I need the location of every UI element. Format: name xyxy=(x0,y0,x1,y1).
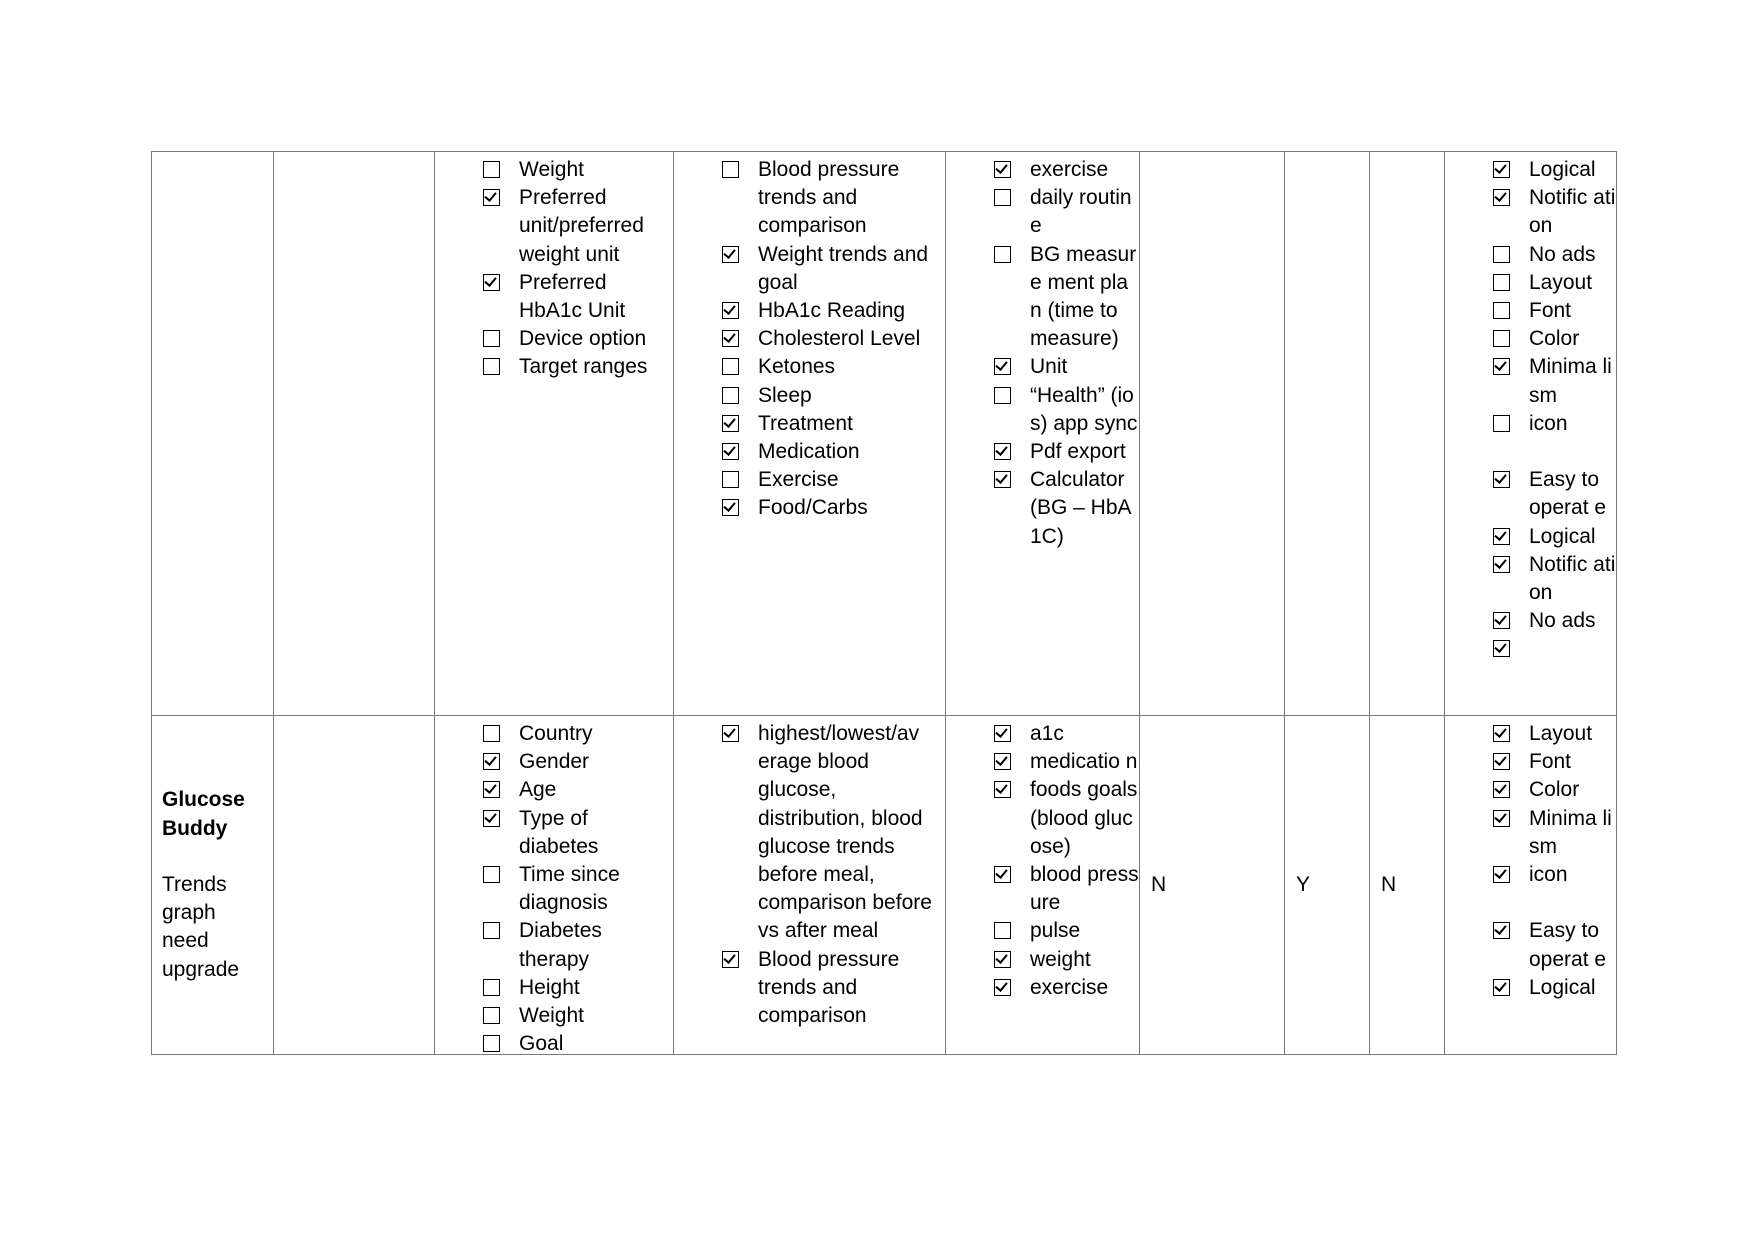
list-item-label: Weight xyxy=(519,1004,584,1028)
list-item-label: Notific ation xyxy=(1529,552,1616,605)
app-note: Trends graph need upgrade xyxy=(162,872,240,981)
list-item-label: Diabetes therapy xyxy=(519,919,602,971)
list-item-label: Time since diagnosis xyxy=(519,863,620,915)
registration-cell xyxy=(435,152,674,716)
unchecked-box-icon xyxy=(1493,274,1510,291)
list-item xyxy=(994,466,1139,551)
list-item-label: Weight xyxy=(519,158,584,181)
list-item xyxy=(1493,805,1616,861)
checked-box-icon xyxy=(483,781,500,798)
list-item xyxy=(1493,635,1616,657)
statistics-cell xyxy=(674,152,946,716)
usability-cell xyxy=(1445,152,1617,716)
empty-cell xyxy=(274,716,435,1055)
checked-box-icon xyxy=(1493,922,1510,939)
list-item-label: Food/Carbs xyxy=(758,496,868,520)
empty-cell xyxy=(274,152,435,716)
app-name-cell xyxy=(152,152,274,716)
comparison-table xyxy=(151,151,1617,1055)
list-item xyxy=(994,917,1139,945)
list-item xyxy=(483,748,673,776)
list-item-label: Preferred unit/preferred weight unit xyxy=(519,186,644,266)
list-item-label: Preferred HbA1c Unit xyxy=(519,270,626,323)
list-item xyxy=(722,438,945,466)
list-item-label: Notific ation xyxy=(1529,186,1616,238)
list-item xyxy=(1493,917,1616,973)
list-item xyxy=(994,720,1139,748)
checked-box-icon xyxy=(1493,725,1510,742)
list-item xyxy=(483,325,673,353)
list-item xyxy=(1493,241,1616,269)
list-item-label: medicatio n xyxy=(1030,750,1138,774)
list-item-label: Cholesterol Level xyxy=(758,327,921,351)
list-item xyxy=(483,1030,673,1054)
list-item xyxy=(722,382,945,410)
list-item-label: Unit xyxy=(1030,355,1068,379)
list-item-label: Target ranges xyxy=(519,355,648,379)
unchecked-box-icon xyxy=(722,471,739,488)
app-name-cell xyxy=(152,716,274,1055)
list-item-label: Ketones xyxy=(758,355,836,379)
list-item xyxy=(1493,748,1616,776)
features-cell xyxy=(946,152,1140,716)
checked-box-icon xyxy=(722,499,739,516)
checked-box-icon xyxy=(1493,189,1510,206)
list-item-label: daily routine xyxy=(1030,186,1132,238)
flag-cell-1: N xyxy=(1140,716,1285,1055)
list-item xyxy=(722,410,945,438)
checked-box-icon xyxy=(722,415,739,432)
list-item xyxy=(483,917,673,973)
unchecked-box-icon xyxy=(1493,330,1510,347)
list-item-label: Sleep xyxy=(758,383,812,407)
list-item xyxy=(722,297,945,325)
statistics-cell xyxy=(674,716,946,1055)
list-item xyxy=(994,776,1139,861)
list-item-label: Layout xyxy=(1529,722,1593,745)
list-item xyxy=(1493,269,1616,297)
unchecked-box-icon xyxy=(483,866,500,883)
unchecked-box-icon xyxy=(722,387,739,404)
list-item xyxy=(994,184,1139,240)
unchecked-box-icon xyxy=(483,1007,500,1024)
unchecked-box-icon xyxy=(483,979,500,996)
list-item xyxy=(483,974,673,1002)
checked-box-icon xyxy=(483,810,500,827)
checked-box-icon xyxy=(994,358,1011,375)
list-item xyxy=(994,946,1139,974)
checked-box-icon xyxy=(722,951,739,968)
features-cell xyxy=(946,716,1140,1055)
list-item xyxy=(722,241,945,297)
list-item xyxy=(1493,607,1616,635)
list-spacer xyxy=(1493,889,1616,917)
list-item-label: Pdf export xyxy=(1030,440,1126,464)
checked-box-icon xyxy=(483,189,500,206)
list-item-label: foods goals (blood glucose) xyxy=(1030,778,1138,858)
list-item xyxy=(994,382,1139,438)
checked-box-icon xyxy=(994,725,1011,742)
checked-box-icon xyxy=(1493,556,1510,573)
list-item xyxy=(722,156,945,241)
checked-box-icon xyxy=(1493,753,1510,770)
checked-box-icon xyxy=(722,330,739,347)
flag-cell-2: Y xyxy=(1285,716,1370,1055)
list-item xyxy=(1493,184,1616,240)
list-item xyxy=(1493,410,1616,438)
usability-cell xyxy=(1445,716,1617,1055)
list-item-label: exercise xyxy=(1030,158,1109,181)
checked-box-icon xyxy=(994,781,1011,798)
list-item-label: icon xyxy=(1529,863,1568,887)
list-item-label: Minima lism xyxy=(1529,355,1612,407)
list-item xyxy=(722,353,945,381)
list-item-label: pulse xyxy=(1030,919,1081,943)
list-item-label: No ads xyxy=(1529,609,1596,633)
list-item xyxy=(1493,551,1616,607)
unchecked-box-icon xyxy=(994,189,1011,206)
list-item-label: Age xyxy=(519,778,557,802)
list-item xyxy=(1493,297,1616,325)
list-item-label: icon xyxy=(1529,411,1568,435)
list-item-label: Logical xyxy=(1529,524,1596,548)
list-item-label: Country xyxy=(519,722,593,745)
list-item-label: Blood pressure trends and comparison xyxy=(758,947,900,1028)
unchecked-box-icon xyxy=(722,161,739,178)
list-item-label: HbA1c Reading xyxy=(758,299,906,323)
list-item xyxy=(1493,776,1616,804)
checked-box-icon xyxy=(722,246,739,263)
unchecked-box-icon xyxy=(1493,415,1510,432)
list-item xyxy=(483,1002,673,1030)
unchecked-box-icon xyxy=(483,1035,500,1052)
list-item xyxy=(1493,523,1616,551)
list-item xyxy=(994,438,1139,466)
list-item-label: No ads xyxy=(1529,242,1596,266)
list-item xyxy=(1493,353,1616,409)
list-item xyxy=(994,353,1139,381)
list-item-label: Logical xyxy=(1529,158,1596,181)
list-item xyxy=(722,946,945,1031)
list-item xyxy=(722,325,945,353)
checked-box-icon xyxy=(722,302,739,319)
list-item xyxy=(722,466,945,494)
list-item xyxy=(994,241,1139,354)
checked-box-icon xyxy=(994,753,1011,770)
list-item xyxy=(1493,325,1616,353)
unchecked-box-icon xyxy=(483,358,500,375)
checked-box-icon xyxy=(1493,810,1510,827)
list-item-label: Exercise xyxy=(758,468,839,492)
list-item-label: Device option xyxy=(519,327,647,351)
table-row xyxy=(152,152,1617,716)
checked-box-icon xyxy=(1493,358,1510,375)
list-item-label: Type of diabetes xyxy=(519,806,599,858)
list-item-label: weight xyxy=(1030,947,1091,971)
checked-box-icon xyxy=(722,443,739,460)
unchecked-box-icon xyxy=(722,358,739,375)
list-item xyxy=(483,353,673,381)
checked-box-icon xyxy=(1493,161,1510,178)
checked-box-icon xyxy=(994,979,1011,996)
registration-cell xyxy=(435,716,674,1055)
list-item-label: Logical xyxy=(1529,975,1596,999)
checked-box-icon xyxy=(994,951,1011,968)
list-item-label: Color xyxy=(1529,327,1580,351)
list-item xyxy=(722,720,945,946)
checked-box-icon xyxy=(994,866,1011,883)
flag-cell-2 xyxy=(1285,152,1370,716)
checked-box-icon xyxy=(994,471,1011,488)
unchecked-box-icon xyxy=(483,725,500,742)
unchecked-box-icon xyxy=(994,387,1011,404)
list-spacer xyxy=(1493,438,1616,466)
list-item-label: Gender xyxy=(519,750,590,774)
list-item-label: exercise xyxy=(1030,975,1109,999)
checked-box-icon xyxy=(483,753,500,770)
app-name: Glucose Buddy xyxy=(162,788,245,840)
unchecked-box-icon xyxy=(483,922,500,939)
list-item-label: Calculator (BG – HbA1C) xyxy=(1030,468,1132,548)
checked-box-icon xyxy=(1493,979,1510,996)
flag-cell-3 xyxy=(1370,152,1445,716)
checked-box-icon xyxy=(1493,471,1510,488)
flag-cell-1 xyxy=(1140,152,1285,716)
list-item xyxy=(1493,466,1616,522)
checked-box-icon xyxy=(1493,866,1510,883)
spacer xyxy=(162,843,263,871)
checked-box-icon xyxy=(483,274,500,291)
list-item xyxy=(483,720,673,748)
list-item-label: Treatment xyxy=(758,411,853,435)
unchecked-box-icon xyxy=(483,330,500,347)
list-item-label: Weight trends and goal xyxy=(758,242,929,294)
checked-box-icon xyxy=(1493,528,1510,545)
list-item xyxy=(483,861,673,917)
list-item-label: Easy to operat e xyxy=(1529,919,1607,971)
list-item-label: highest/lowest/av erage blood glucose, distribution, blood glucose trends before meal, comparison before vs after meal xyxy=(758,722,932,943)
table-row xyxy=(152,716,1617,1055)
list-item-label: Medication xyxy=(758,440,860,464)
list-item-label: Layout xyxy=(1529,270,1593,294)
list-item xyxy=(483,184,673,269)
list-item xyxy=(994,974,1139,1002)
unchecked-box-icon xyxy=(483,161,500,178)
list-item xyxy=(1493,720,1616,748)
list-item xyxy=(483,156,673,184)
list-item xyxy=(994,748,1139,776)
checked-box-icon xyxy=(994,161,1011,178)
checked-box-icon xyxy=(1493,612,1510,629)
list-item-label: blood pressure xyxy=(1030,863,1139,915)
list-item xyxy=(722,494,945,522)
unchecked-box-icon xyxy=(994,246,1011,263)
list-item xyxy=(483,269,673,325)
list-item-label: Font xyxy=(1529,299,1572,323)
flag-cell-3: N xyxy=(1370,716,1445,1055)
unchecked-box-icon xyxy=(994,922,1011,939)
list-item-label: a1c xyxy=(1030,722,1064,745)
checked-box-icon xyxy=(994,443,1011,460)
unchecked-box-icon xyxy=(1493,302,1510,319)
list-item xyxy=(483,776,673,804)
list-item xyxy=(994,861,1139,917)
list-item xyxy=(1493,974,1616,1002)
checked-box-icon xyxy=(722,725,739,742)
list-item-label: Goal xyxy=(519,1032,564,1054)
list-item xyxy=(483,805,673,861)
list-item-label: Blood pressure trends and comparison xyxy=(758,158,900,238)
list-item-label: Color xyxy=(1529,778,1580,802)
list-item-label: Minima lism xyxy=(1529,806,1612,858)
list-item-label: BG measure ment plan (time to measure) xyxy=(1030,242,1137,351)
checked-box-icon xyxy=(1493,640,1510,657)
list-item xyxy=(1493,156,1616,184)
list-item xyxy=(1493,861,1616,889)
unchecked-box-icon xyxy=(1493,246,1510,263)
list-item xyxy=(994,156,1139,184)
list-item-label: Font xyxy=(1529,750,1572,774)
checked-box-icon xyxy=(1493,781,1510,798)
list-item-label: Easy to operat e xyxy=(1529,468,1607,520)
list-item-label: Height xyxy=(519,975,580,999)
list-item-label: “Health” (ios) app sync xyxy=(1030,383,1138,435)
